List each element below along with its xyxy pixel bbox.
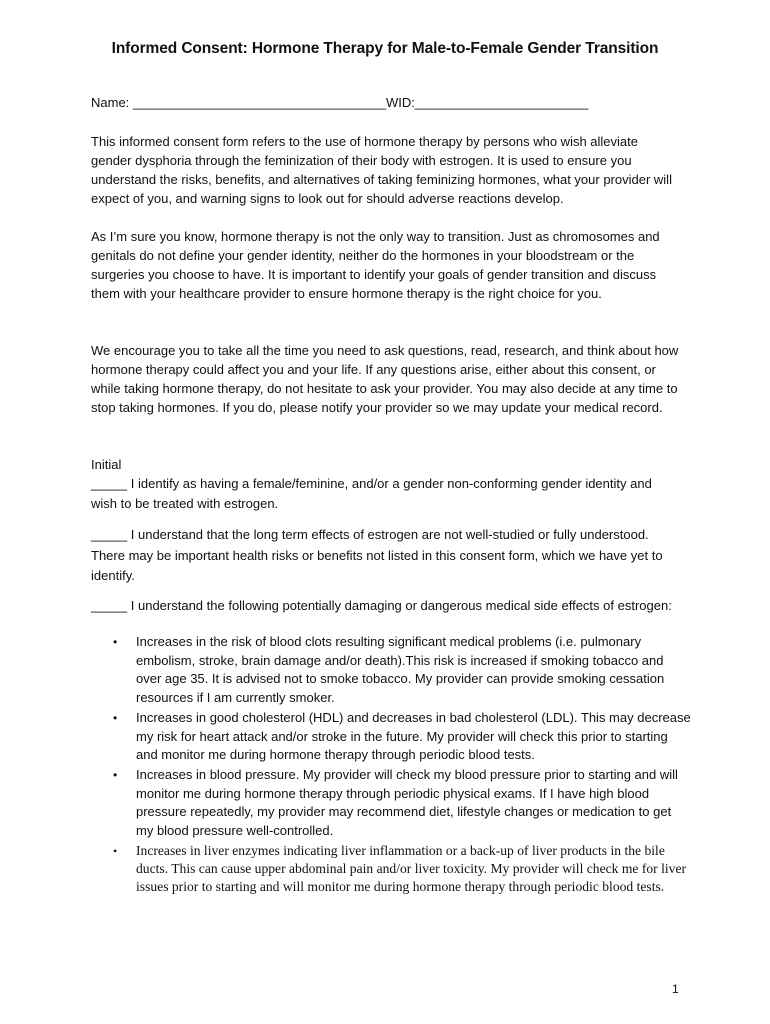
transition-paragraph: As I’m sure you know, hormone therapy is not the only way to transition. Just as chromosomes and genitals do not define your gender identity, neither do the hormones in your bloodstream or the surgeries you choose to have. It is important to identify your goals of gender transition and discuss them with your healthcare provider to ensure hormone therapy is the right choice for you. <box>91 229 660 301</box>
list-item-text: Increases in good cholesterol (HDL) and decreases in bad cholesterol (LDL). This may decrease my risk for heart attack and/or stroke in the future. My provider will check this prior to starting and monitor me during hormone therapy through periodic blood tests. <box>136 709 691 763</box>
initial-item-side-effects: _____ I understand the following potentially damaging or dangerous medical side effects of estrogen: <box>91 598 672 613</box>
list-item-text: Increases in the risk of blood clots resulting significant medical problems (i.e. pulmonary embolism, stroke, brain damage and/or death).This risk is increased if smoking tobacco and over age 35. It is advised not to smoke tobacco. My provider can provide smoking cessation resources if I am currently smoker. <box>136 634 665 706</box>
form-fields <box>91 95 588 110</box>
intro-paragraph: This informed consent form refers to the use of hormone therapy by persons who wish alleviate gender dysphoria through the feminization of their body with estrogen. It is used to ensure you understand the risks, benefits, and alternatives of taking feminizing hormones, what your provider will expect of you, and warning signs to look out for should adverse reactions develop. <box>91 134 672 206</box>
list-item-text: Increases in liver enzymes indicating liver inflammation or a back-up of liver products in the bile ducts. This can cause upper abdominal pain and/or liver toxicity. My provider will check me for liver issues prior to starting and will monitor me during hormone therapy through periodic blood tests. <box>136 842 687 894</box>
name-label: Name: <box>91 95 133 110</box>
list-item <box>91 842 691 896</box>
initial-item-identity: _____ I identify as having a female/feminine, and/or a gender non-conforming gender identity and wish to be treated with estrogen. <box>91 476 652 511</box>
wid-label: WID: <box>385 95 415 110</box>
initial-item-long-term: _____ I understand that the long term effects of estrogen are not well-studied or fully understood. There may be important health risks or benefits not listed in this consent form, which we have yet to identify. <box>91 527 663 583</box>
list-item-text: Increases in blood pressure. My provider will check my blood pressure prior to starting and will monitor me during hormone therapy through periodic physical exams. If I have high blood pressure repeatedly, my provider may recommend diet, lifestyle changes or medication to get my blood pressure well-controlled. <box>136 766 678 839</box>
wid-field[interactable]: ________________________ <box>414 95 589 110</box>
bullet-icon: • <box>113 710 118 725</box>
side-effects-list <box>91 633 691 897</box>
name-field[interactable]: ___________________________________ <box>132 95 386 110</box>
bullet-icon: • <box>113 635 118 649</box>
encourage-paragraph: We encourage you to take all the time you need to ask questions, read, research, and think about how hormone therapy could affect you and your life. If any questions arise, either about this consent, or while taking hormone therapy, do not hesitate to ask your provider. You may also decide at any time to stop taking hormones. If you do, please notify your provider so we may update your medical record. <box>91 343 679 415</box>
list-item <box>91 633 691 708</box>
bullet-icon: • <box>113 767 118 782</box>
page-title: Informed Consent: Hormone Therapy for Male-to-Female Gender Transition <box>111 40 659 57</box>
initial-heading: Initial <box>91 457 122 472</box>
bullet-icon: • <box>113 843 118 858</box>
list-item <box>91 709 691 765</box>
list-item <box>91 766 691 841</box>
page-number: 1 <box>672 982 679 996</box>
